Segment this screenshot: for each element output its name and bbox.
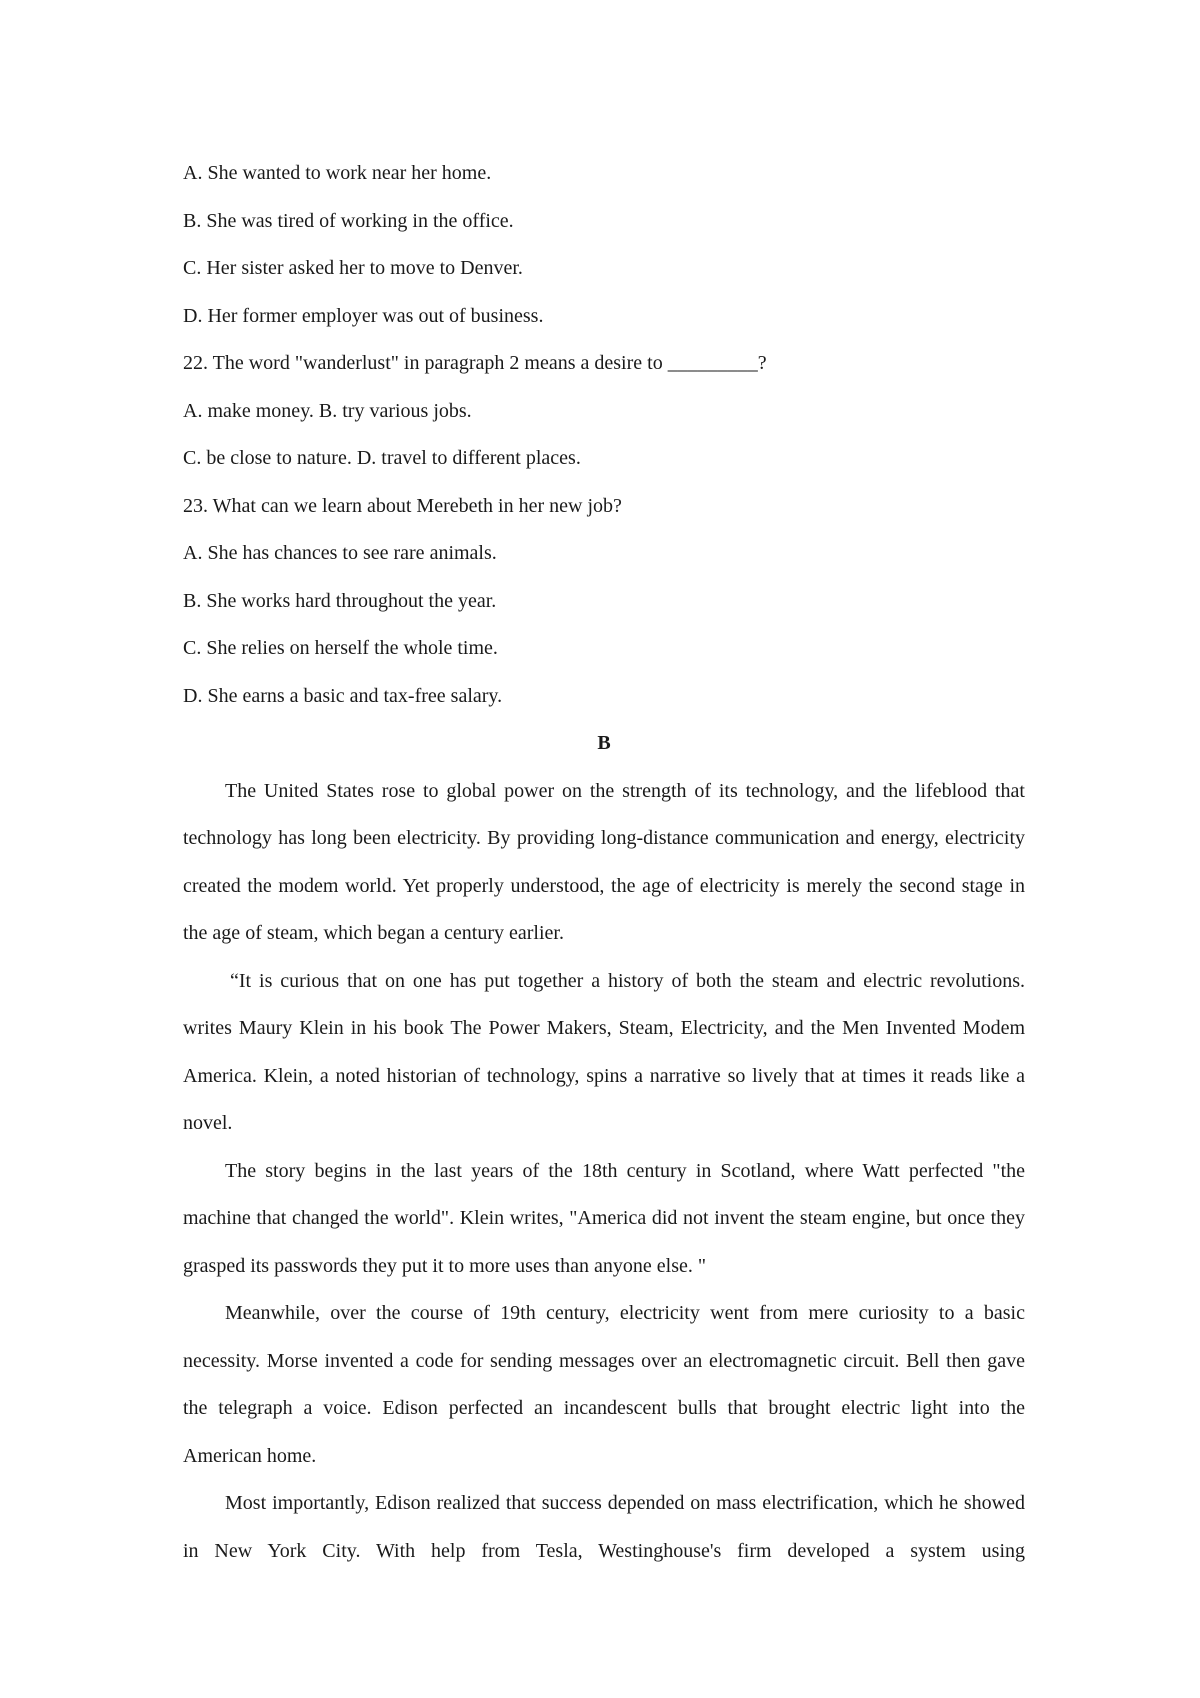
q23-option-c: C. She relies on herself the whole time.	[183, 637, 498, 659]
paragraph-3	[183, 1148, 1025, 1291]
paragraph-5	[183, 1480, 1025, 1575]
paragraph-4-text: Meanwhile, over the course of 19th century, electricity went from mere curiosity to a basic necessity. Morse invented a code for sending messages over an electromagnetic circuit. Bell then gave the telegraph a voice. Edison perfected an incandescent bulls that brought electric light into the American home.	[183, 1302, 1025, 1467]
q22-stem: 22. The word "wanderlust" in paragraph 2 means a desire to _________?	[183, 352, 767, 374]
paragraph-1-text: The United States rose to global power on the strength of its technology, and the lifeblood that technology has long been electricity. By providing long-distance communication and energy, electricity created the modem world. Yet properly understood, the age of electricity is merely the second stage in the age of steam, which began a century earlier.	[183, 779, 1025, 944]
q23-option-b: B. She works hard throughout the year.	[183, 589, 497, 612]
document-page	[183, 150, 1025, 1575]
paragraph-2	[183, 958, 1025, 1148]
paragraph-3-text: The story begins in the last years of the 18th century in Scotland, where Watt perfected "the machine that changed the world". Klein writes, "America did not invent the steam engine, but once they grasped its passwords they put it to more uses than anyone else. "	[183, 1159, 1025, 1277]
paragraph-4	[183, 1290, 1025, 1480]
section-heading-b: B	[597, 732, 611, 754]
q22-options-ab: A. make money. B. try various jobs.	[183, 399, 472, 422]
q21-option-a: A. She wanted to work near her home.	[183, 162, 492, 184]
q23-option-d: D. She earns a basic and tax-free salary.	[183, 684, 503, 707]
q21-option-b: B. She was tired of working in the office.	[183, 209, 514, 232]
q21-option-c: C. Her sister asked her to move to Denver.	[183, 257, 523, 279]
q22-options-cd: C. be close to nature. D. travel to different places.	[183, 447, 581, 469]
q23-stem: 23. What can we learn about Merebeth in her new job?	[183, 494, 622, 517]
q23-option-a: A. She has chances to see rare animals.	[183, 542, 497, 564]
paragraph-5-text: Most importantly, Edison realized that success depended on mass electrification, which he showed in New York City. With help from Tesla, Westinghouse's firm developed a system using	[183, 1492, 1025, 1562]
paragraph-2-text: “It is curious that on one has put together a history of both the steam and electric revolutions. writes Maury Klein in his book The Power Makers, Steam, Electricity, and the Men Invented Modem America. Klein, a noted historian of technology, spins a narrative so lively that at times it reads like a novel.	[183, 969, 1025, 1134]
paragraph-1	[183, 768, 1025, 958]
q21-option-d: D. Her former employer was out of business.	[183, 304, 544, 327]
